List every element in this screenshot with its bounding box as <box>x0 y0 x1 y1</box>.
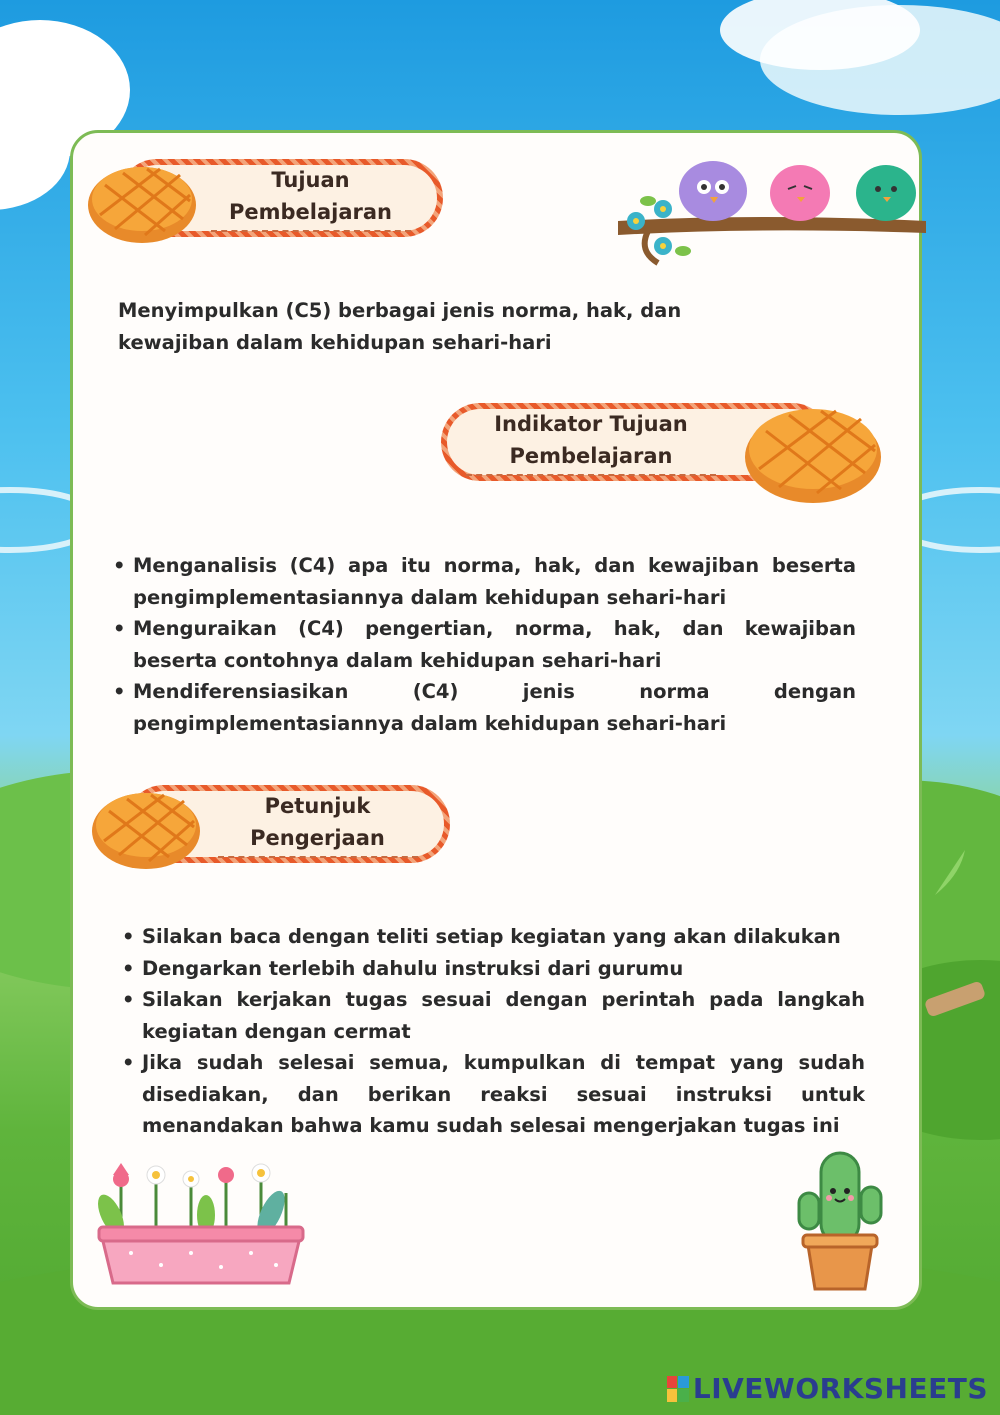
banner-divider <box>218 856 418 858</box>
cactus-icon <box>793 1143 888 1293</box>
indicators-list <box>111 550 856 739</box>
worksheet-card <box>70 130 922 1310</box>
instructions-title-line1: Petunjuk <box>264 794 371 818</box>
indicators-title-line1: Indikator Tujuan <box>494 412 688 436</box>
liveworksheets-watermark <box>667 1372 988 1405</box>
objective-text <box>118 295 818 358</box>
list-item: • Jika sudah selesai semua, kumpulkan di tempat yang sudah disediakan, dan berikan reaksi sesuai instruksi untuk menandakan bahwa kamu sudah selesai mengerjakan tugas ini <box>120 1047 865 1142</box>
birds-on-branch-icon <box>608 151 928 271</box>
melon-bun-icon <box>89 781 204 873</box>
list-item: • Silakan baca dengan teliti setiap kegiatan yang akan dilakukan <box>120 921 865 953</box>
list-item: • Mendiferensiasikan (C4) jenis norma dengan pengimplementasiannya dalam kehidupan sehari-hari <box>111 676 856 739</box>
list-item: • Menganalisis (C4) apa itu norma, hak, dan kewajiban beserta pengimplementasiannya dalam kehidupan sehari-hari <box>111 550 856 613</box>
objective-title-line1: Tujuan <box>271 168 350 192</box>
watermark-text: LIVEWORKSHEETS <box>692 1372 988 1405</box>
objective-title-line2: Pembelajaran <box>228 200 392 224</box>
instructions-list-wrap <box>120 921 865 1142</box>
flower-planter-icon <box>91 1153 311 1288</box>
melon-bun-icon <box>741 395 886 507</box>
melon-bun-icon <box>85 155 200 247</box>
banner-divider <box>211 230 411 232</box>
objective-text-line1: Menyimpulkan (C5) berbagai jenis norma, hak, dan <box>118 299 682 322</box>
instructions-list <box>120 921 865 1142</box>
list-item: • Silakan kerjakan tugas sesuai dengan perintah pada langkah kegiatan dengan cermat <box>120 984 865 1047</box>
indicators-title-line2: Pembelajaran <box>509 444 673 468</box>
objective-text-line2: kewajiban dalam kehidupan sehari-hari <box>118 330 552 354</box>
instructions-title-line2: Pengerjaan <box>250 826 385 850</box>
indicators-list-wrap <box>111 550 856 739</box>
banner-divider <box>466 474 716 476</box>
liveworksheets-logo-icon <box>667 1376 689 1402</box>
list-item: • Dengarkan terlebih dahulu instruksi dari gurumu <box>120 953 865 985</box>
list-item: • Menguraikan (C4) pengertian, norma, hak, dan kewajiban beserta contohnya dalam kehidupan sehari-hari <box>111 613 856 676</box>
